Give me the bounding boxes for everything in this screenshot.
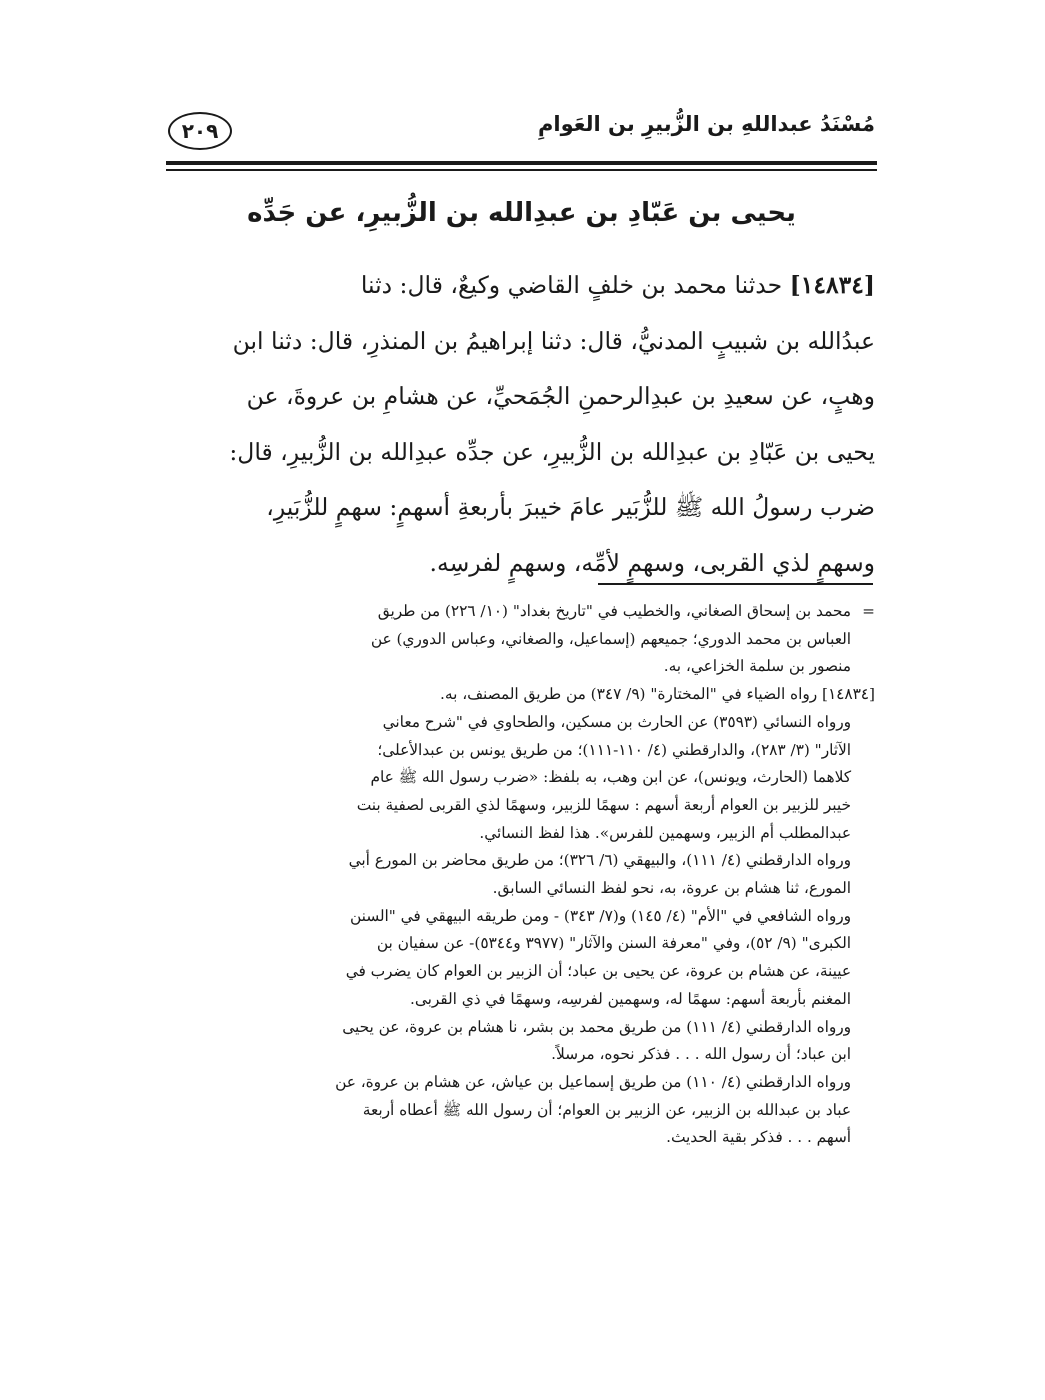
footnotes [165,598,875,1152]
footnote-line: المغنم بأربعة أسهم: سهمًا له، وسهمين لفرسِه، وسهمًا في ذي القربى. [409,989,851,1008]
page-number-badge [168,112,232,150]
hadith-line: عبدُالله بن شبيبٍ المدنيُّ، قال: دثنا إبراهيمُ بن المنذرِ، قال: دثنا ابن [232,326,875,355]
footnote-line: [١٤٨٣٤] رواه الضياء في "المختارة" (٩/ ٣٤٧) من طريق المصنف، به. [440,685,875,704]
header-rule-thin [166,169,877,171]
footnote-line: ورواه الدارقطني (٤/ ١١١) من طريق محمد بن بشر، نا هشام بن عروة، عن يحيى [342,1017,851,1036]
footnote-separator [598,583,873,585]
footnote-line: كلاهما (الحارث، ويونس)، عن ابن وهب، به بلفظ: «ضرب رسول الله ﷺ عام [370,768,851,787]
footnote-line: عباد بن عبدالله بن الزبير، عن الزبير بن العوام؛ أن رسول الله ﷺ أعطاه أربعة [362,1100,851,1119]
header-rule-thick [166,161,877,165]
footnote-line: الآثار" (٣/ ٢٨٣)، والدارقطني (٤/ ١١٠-١١١)؛ من طريق يونس بن عبدالأعلى؛ [377,740,851,759]
footnote-line: خيبر للزبير بن العوام أربعة أسهم : سهمًا للزبير، وسهمًا لذي القربى لصفية بنت [356,795,851,814]
footnote-line: ابن عباد؛ أن رسول الله . . . فذكر نحوه، مرسلاً. [551,1045,851,1064]
hadith-text [165,258,875,591]
hadith-number: [١٤٨٣٤] [789,271,875,299]
hadith-line: وهبٍ، عن سعيدِ بن عبدِالرحمنِ الجُمَحيِّ، عن هشامِ بن عروةَ، عن [246,382,875,410]
footnote-line: العباس بن محمد الدوري؛ جميعهم (إسماعيل، والصغاني، وعباس الدوري) عن [370,629,851,648]
hadith-line [165,258,875,314]
footnote-line: ورواه الدارقطني (٤/ ١١٠) من طريق إسماعيل بن عياش، عن هشام بن عروة، عن [335,1072,851,1091]
footnote-line: = محمد بن إسحاق الصغاني، والخطيب في "تاريخ بغداد" (١٠/ ٢٢٦) من طريق [165,598,875,626]
page-number: ٢٠٩ [181,119,219,143]
footnote-line: أسهم . . . فذكر بقية الحديث. [666,1128,851,1147]
footnote-line: منصور بن سلمة الخزاعي، به. [663,657,851,676]
footnote-line: عيينة، عن هشام بن عروة، عن يحيى بن عباد؛ أن الزبير بن العوام كان يضرب في [345,962,851,981]
continuation-mark: = [862,602,875,620]
hadith-line-text: حدثنا محمد بن خلفٍ القاضي وكيعٌ، قال: دثنا [360,271,783,299]
hadith-line: وسهمٍ لذي القربى، وسهمٍ لأمِّه، وسهمٍ لفرسِه. [429,548,875,577]
footnote-line: الكبرى" (٩/ ٥٢)، وفي "معرفة السنن والآثار" (٣٩٧٧ و٥٣٤٤)- عن سفيان بن [376,934,851,953]
hadith-line: يحيى بن عَبّادِ بن عبدِالله بن الزُّبيرِ، عن جدِّه عبدِالله بن الزُّبيرِ، قال: [229,437,875,466]
running-head-title: مُسْنَدُ عبداللهِ بن الزُّبيرِ بن العَوامِ [538,112,875,136]
footnote-line: المورع، ثنا هشام بن عروة، به، نحو لفظ النسائي السابق. [492,879,851,898]
footnote-line: ورواه النسائي (٣٥٩٣) عن الحارث بن مسكين، والطحاوي في "شرح معاني [382,712,851,731]
footnote-line: ورواه الشافعي في "الأم" (٤/ ١٤٥) و(٧/ ٣٤٣) - ومن طريقه البيهقي في "السنن [349,906,851,925]
footnote-number: [١٤٨٣٤] [821,685,875,704]
footnote-line: ورواه الدارقطني (٤/ ١١١)، والبيهقي (٦/ ٣٢٦)؛ من طريق محاضر بن المورع أبي [348,851,851,870]
chapter-title: يحيى بن عَبّادِ بن عبدِالله بن الزُّبيرِ، عن جَدِّه [247,198,796,228]
hadith-line: ضرب رسولُ الله ﷺ للزُّبَير عامَ خيبرَ بأربعةِ أسهمٍ: سهمٍ للزُّبَيرِ، [266,493,875,521]
footnote-line: عبدالمطلب أم الزبير، وسهمين للفرس». هذا لفظ النسائي. [479,823,851,842]
